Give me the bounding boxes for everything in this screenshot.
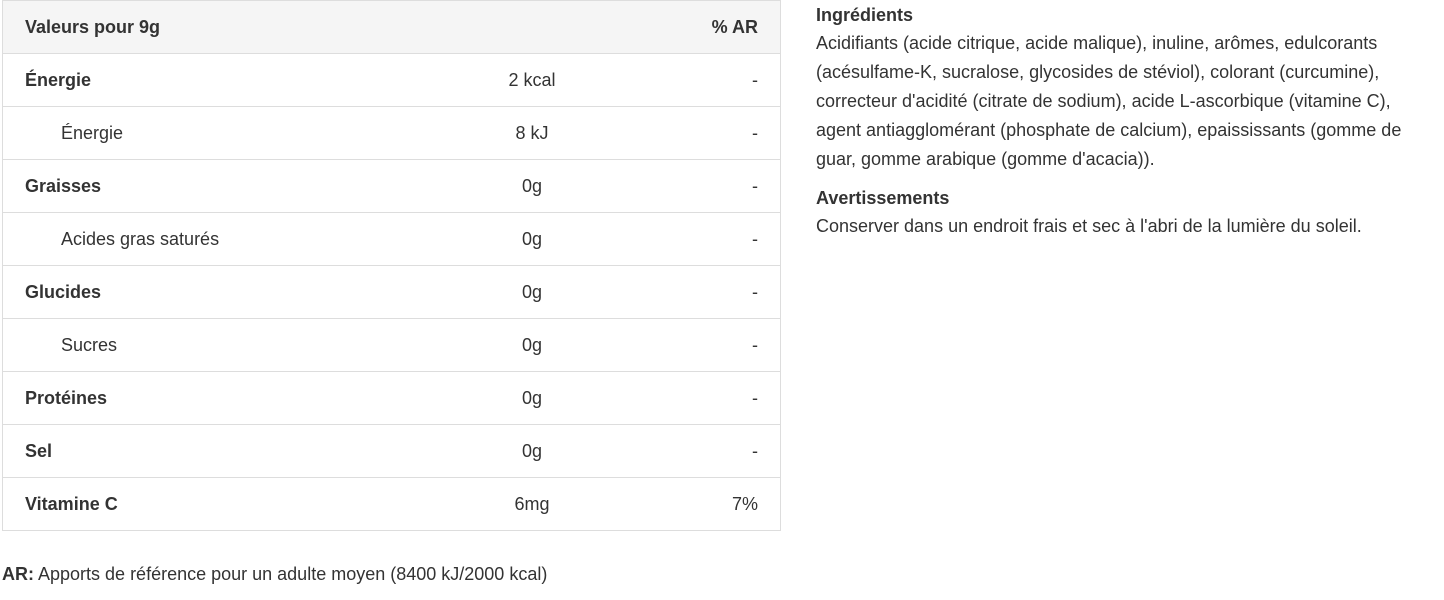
header-label: Valeurs pour 9g [3, 1, 391, 54]
footnote-abbr: AR: [2, 564, 34, 584]
nutrient-label: Énergie [3, 54, 391, 107]
warnings-text: Conserver dans un endroit frais et sec à l'abri de la lumière du soleil. [816, 216, 1362, 236]
nutrient-value: 2 kcal [391, 54, 674, 107]
warnings-title: Avertissements [816, 188, 950, 208]
table-row [3, 266, 781, 319]
nutrition-table-header [3, 1, 781, 54]
table-row [3, 372, 781, 425]
nutrient-label: Glucides [3, 266, 391, 319]
nutrient-ar: - [674, 213, 781, 266]
nutrient-ar: - [674, 107, 781, 160]
nutrient-value: 8 kJ [391, 107, 674, 160]
nutrient-label: Graisses [3, 160, 391, 213]
header-ar: % AR [674, 1, 781, 54]
nutrient-label: Protéines [3, 372, 391, 425]
nutrition-facts [2, 0, 780, 531]
nutrient-ar: 7% [674, 478, 781, 531]
nutrient-ar: - [674, 319, 781, 372]
table-row [3, 107, 781, 160]
nutrient-ar: - [674, 160, 781, 213]
table-row [3, 319, 781, 372]
nutrient-label: Sucres [3, 319, 391, 372]
nutrient-value: 0g [391, 266, 674, 319]
nutrient-value: 0g [391, 372, 674, 425]
nutrient-value: 0g [391, 160, 674, 213]
table-row [3, 478, 781, 531]
nutrition-table [2, 0, 781, 531]
table-row [3, 425, 781, 478]
nutrient-value: 0g [391, 425, 674, 478]
nutrient-label: Énergie [3, 107, 391, 160]
table-row [3, 54, 781, 107]
nutrient-value: 0g [391, 213, 674, 266]
nutrient-label: Sel [3, 425, 391, 478]
nutrient-value: 6mg [391, 478, 674, 531]
warnings-section [816, 186, 1426, 241]
footnote-text: Apports de référence pour un adulte moyen (8400 kJ/2000 kcal) [34, 564, 548, 584]
table-row [3, 160, 781, 213]
nutrient-label: Vitamine C [3, 478, 391, 531]
table-row [3, 213, 781, 266]
nutrient-value: 0g [391, 319, 674, 372]
nutrient-ar: - [674, 266, 781, 319]
nutrient-ar: - [674, 372, 781, 425]
ingredients-text: Acidifiants (acide citrique, acide malique), inuline, arômes, edulcorants (acésulfame-K, sucralose, glycosides de stéviol), colorant (curcumine), correcteur d'acidité (citrate de sodium), acide L-ascorbique (vitamine C), agent antiagglomérant (phosphate de calcium), epaississants (gomme de guar, gomme arabique (gomme d'acacia)). [816, 33, 1402, 169]
nutrient-label: Acides gras saturés [3, 213, 391, 266]
ingredients-section [816, 3, 1426, 174]
nutrient-ar: - [674, 54, 781, 107]
nutrient-ar: - [674, 425, 781, 478]
header-value [391, 1, 674, 54]
product-info [816, 3, 1426, 241]
reference-intake-footnote [2, 564, 547, 585]
ingredients-title: Ingrédients [816, 5, 914, 25]
